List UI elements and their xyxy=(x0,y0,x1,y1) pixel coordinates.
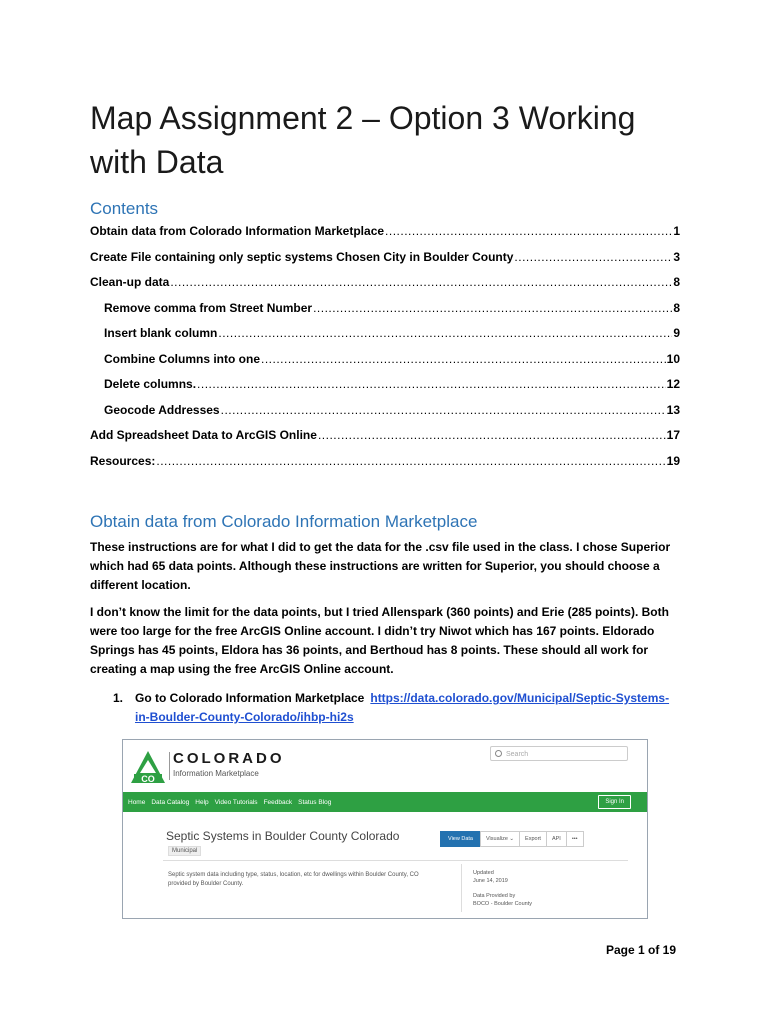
nav-video-tutorials[interactable]: Video Tutorials xyxy=(214,798,258,806)
nav-data-catalog[interactable]: Data Catalog xyxy=(151,798,190,806)
toc-entry-page: 3 xyxy=(673,249,680,264)
nav-home[interactable]: Home xyxy=(128,798,146,806)
colorado-logo-icon xyxy=(129,749,167,785)
toc-entry-page: 19 xyxy=(666,453,680,468)
view-data-button[interactable]: View Data xyxy=(440,831,481,847)
toc-entry-text: Clean-up data xyxy=(90,275,170,289)
toc-entry-text: Delete columns. xyxy=(104,377,197,391)
search-input[interactable] xyxy=(490,746,628,761)
toc-entry[interactable] xyxy=(90,454,680,480)
toc-entry-text: Combine Columns into one xyxy=(104,351,260,366)
toc-leader-dots xyxy=(218,326,672,340)
toc-leader-dots xyxy=(385,224,672,238)
toc-entry[interactable] xyxy=(90,224,680,250)
section-heading: Obtain data from Colorado Information Marketplace xyxy=(90,512,478,531)
dataset-actions xyxy=(440,831,584,847)
search-placeholder: Search xyxy=(506,751,529,758)
toc-entry-page: 9 xyxy=(673,326,680,340)
dataset-title: Septic Systems in Boulder County Colorado xyxy=(166,829,400,843)
toc-entry-text: Geocode Addresses xyxy=(104,402,220,417)
brand-divider xyxy=(169,752,170,780)
contents-heading: Contents xyxy=(90,199,159,218)
more-button[interactable]: ••• xyxy=(566,831,584,847)
toc-leader-dots xyxy=(313,301,672,315)
marketplace-link[interactable]: https://data.colorado.gov/Municipal/Septic-Systems-in-Boulder-County-Colorado/ihbp-hi2s xyxy=(135,691,670,724)
table-of-contents xyxy=(90,224,680,479)
dataset-description: Septic system data including type, status, location, etc for dwellings within Boulder County, CO provided by Boulder County. xyxy=(168,872,419,887)
step-number: 1. xyxy=(113,691,124,705)
toc-leader-dots xyxy=(221,403,666,417)
category-badge: Municipal xyxy=(168,846,201,856)
step-text: Go to Colorado Information Marketplace xyxy=(135,691,365,705)
toc-entry-page: 17 xyxy=(666,428,680,442)
header-divider xyxy=(163,860,628,861)
api-button[interactable]: API xyxy=(546,831,567,847)
toc-subentry[interactable] xyxy=(90,377,680,403)
toc-leader-dots xyxy=(261,352,666,366)
paragraph-intro: These instructions are for what I did to get the data for the .csv file used in the class. I chose Superior which had 65 data points. Although these instructions are written for Superior, you should choose a different location. xyxy=(90,540,671,592)
search-icon xyxy=(495,750,502,757)
toc-entry-page: 10 xyxy=(666,351,680,366)
toc-subentry[interactable] xyxy=(90,326,680,352)
toc-entry-page: 12 xyxy=(666,377,680,391)
toc-subentry[interactable] xyxy=(90,301,680,327)
toc-entry[interactable] xyxy=(90,250,680,276)
meta-divider xyxy=(461,864,462,912)
toc-leader-dots xyxy=(170,275,672,289)
nav-status-blog[interactable]: Status Blog xyxy=(298,798,332,806)
toc-leader-dots xyxy=(514,250,672,264)
toc-entry-text: Remove comma from Street Number xyxy=(104,300,313,315)
page-number: Page 1 of 19 xyxy=(606,943,677,957)
toc-entry-text: Add Spreadsheet Data to ArcGIS Online xyxy=(90,428,317,442)
paragraph-limits: I don’t know the limit for the data points, but I tried Allenspark (360 points) and Erie (285 points). Both were too large for the free ArcGIS Online account. I didn’t try Niwot which has 167 points. Eldorado Springs has 45 points, Eldora has 36 points, and Berthoud has 8 points. These should all work for creating a map using the free ArcGIS Online account. xyxy=(90,605,669,676)
toc-entry[interactable] xyxy=(90,428,680,454)
toc-entry-text: Insert blank column xyxy=(104,326,218,340)
brand-subtitle: Information Marketplace xyxy=(173,769,259,778)
toc-entry-text: Resources: xyxy=(90,453,156,468)
nav-help[interactable]: Help xyxy=(195,798,209,806)
step-body xyxy=(135,689,683,727)
nav-feedback[interactable]: Feedback xyxy=(263,798,293,806)
toc-entry-page: 13 xyxy=(666,402,680,417)
toc-entry-page: 1 xyxy=(673,224,680,238)
toc-leader-dots xyxy=(197,377,666,391)
toc-leader-dots xyxy=(318,428,666,442)
sign-in-button[interactable]: Sign In xyxy=(598,795,631,809)
provided-value: BOCO - Boulder County xyxy=(473,901,532,907)
toc-entry[interactable] xyxy=(90,275,680,301)
toc-entry-text: Create File containing only septic systems Chosen City in Boulder County xyxy=(90,249,514,264)
brand-name: COLORADO xyxy=(173,750,285,767)
updated-value: June 14, 2019 xyxy=(473,878,508,884)
provided-label: Data Provided by xyxy=(473,893,516,899)
site-navbar xyxy=(123,792,647,812)
toc-leader-dots xyxy=(156,454,665,468)
toc-entry-page: 8 xyxy=(673,275,680,289)
marketplace-screenshot xyxy=(122,739,648,919)
export-button[interactable]: Export xyxy=(519,831,547,847)
site-header xyxy=(123,740,647,792)
toc-subentry[interactable] xyxy=(90,352,680,378)
logo-text: CO xyxy=(141,774,155,784)
document-title: Map Assignment 2 – Option 3 Working with Data xyxy=(90,100,636,180)
visualize-button[interactable]: Visualize ⌄ xyxy=(480,831,520,847)
toc-entry-text: Obtain data from Colorado Information Marketplace xyxy=(90,224,385,238)
updated-label: Updated xyxy=(473,870,494,876)
toc-entry-page: 8 xyxy=(673,300,680,315)
toc-subentry[interactable] xyxy=(90,403,680,429)
